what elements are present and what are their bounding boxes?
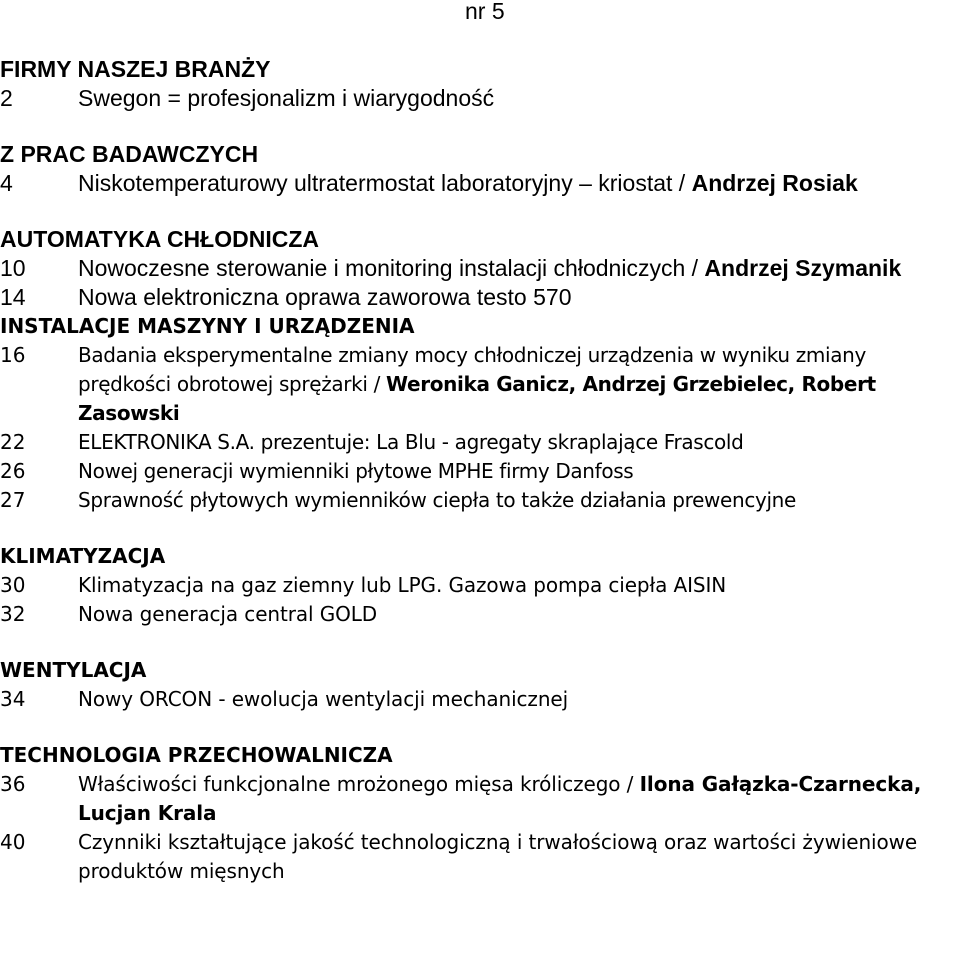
page-number: 4: [0, 170, 13, 196]
section-title: Z PRAC BADAWCZYCH: [0, 141, 259, 167]
page-number: 36: [0, 772, 26, 796]
entry-title: Nowa generacja central GOLD: [78, 602, 378, 626]
entry-title: ELEKTRONIKA S.A. prezentuje: La Blu - agregaty skraplające Frascold: [78, 430, 744, 454]
toc-entry[interactable]: [0, 457, 960, 486]
entry-text: [78, 428, 960, 457]
issue-number: nr 5: [465, 0, 505, 24]
entry-author: Weronika Ganicz, Andrzej Grzebielec, Robert Zasowski: [78, 372, 876, 425]
toc-entry[interactable]: [0, 486, 960, 515]
toc-entry[interactable]: [0, 169, 960, 198]
toc-entry[interactable]: [0, 571, 960, 600]
toc-entry[interactable]: [0, 828, 960, 886]
section-klimatyzacja: [0, 542, 960, 629]
page-number: 32: [0, 602, 26, 626]
entry-text: [78, 571, 960, 600]
page-number: 30: [0, 573, 26, 597]
toc-entry[interactable]: [0, 283, 960, 312]
entry-text: [78, 169, 960, 198]
entry-text: [78, 457, 960, 486]
entry-title: Klimatyzacja na gaz ziemny lub LPG. Gazowa pompa ciepła AISIN: [78, 573, 727, 597]
entry-text: [78, 828, 960, 886]
toc-entry[interactable]: [0, 428, 960, 457]
page-number: 2: [0, 85, 13, 111]
toc-entry[interactable]: [0, 341, 960, 428]
page-number: 34: [0, 687, 26, 711]
page-number: 26: [0, 459, 26, 483]
section-z-prac-badawczych: [0, 140, 960, 198]
entry-text: [78, 283, 960, 312]
page-number: 14: [0, 284, 26, 310]
entry-text: [78, 84, 960, 113]
entry-author: Ilona Gałązka-Czarnecka, Lucjan Krala: [78, 772, 922, 825]
entry-title: Sprawność płytowych wymienników ciepła to także działania prewencyjne: [78, 488, 796, 512]
section-title: TECHNOLOGIA PRZECHOWALNICZA: [0, 743, 393, 767]
toc-entry[interactable]: [0, 770, 960, 828]
page-number: 40: [0, 830, 26, 854]
toc-entry[interactable]: [0, 600, 960, 629]
section-title: KLIMATYZACJA: [0, 544, 166, 568]
entry-title: Właściwości funkcjonalne mrożonego mięsa króliczego /: [78, 772, 640, 796]
section-firmy-naszej-branzy: [0, 55, 960, 113]
entry-text: [78, 341, 960, 428]
toc-entry[interactable]: [0, 685, 960, 714]
entry-text: [78, 770, 960, 828]
entry-title: Swegon = profesjonalizm i wiarygodność: [78, 85, 495, 111]
section-title: INSTALACJE MASZYNY I URZĄDZENIA: [0, 314, 415, 338]
entry-title: Nowej generacji wymienniki płytowe MPHE firmy Danfoss: [78, 459, 634, 483]
page-number: 10: [0, 255, 26, 281]
entry-text: [78, 254, 960, 283]
section-technologia-przechowalnicza: [0, 741, 960, 886]
section-instalacje-maszyny-i-urzadzenia: [0, 312, 960, 515]
section-title: FIRMY NASZEJ BRANŻY: [0, 56, 271, 82]
page-number: 22: [0, 430, 26, 454]
entry-text: [78, 600, 960, 629]
toc-entry[interactable]: [0, 254, 960, 283]
section-wentylacja: [0, 656, 960, 714]
entry-title: Niskotemperaturowy ultratermostat laboratoryjny – kriostat /: [78, 170, 692, 196]
page-number: 27: [0, 488, 26, 512]
section-title: WENTYLACJA: [0, 658, 147, 682]
table-of-contents: [0, 55, 960, 886]
entry-author: Andrzej Szymanik: [704, 255, 902, 281]
entry-title: Nowa elektroniczna oprawa zaworowa testo 570: [78, 284, 572, 310]
entry-title: Nowoczesne sterowanie i monitoring instalacji chłodniczych /: [78, 255, 705, 281]
entry-author: Andrzej Rosiak: [691, 170, 858, 196]
entry-title: Czynniki kształtujące jakość technologiczną i trwałościową oraz wartości żywieniowe produktów mięsnych: [78, 830, 918, 883]
entry-text: [78, 685, 960, 714]
section-automatyka-chlodnicza: [0, 225, 960, 312]
entry-title: Badania eksperymentalne zmiany mocy chłodniczej urządzenia w wyniku zmiany prędkości obrotowej sprężarki /: [78, 343, 866, 396]
page-number: 16: [0, 343, 26, 367]
section-title: AUTOMATYKA CHŁODNICZA: [0, 226, 319, 252]
entry-title: Nowy ORCON - ewolucja wentylacji mechanicznej: [78, 687, 569, 711]
entry-text: [78, 486, 960, 515]
toc-entry[interactable]: [0, 84, 960, 113]
